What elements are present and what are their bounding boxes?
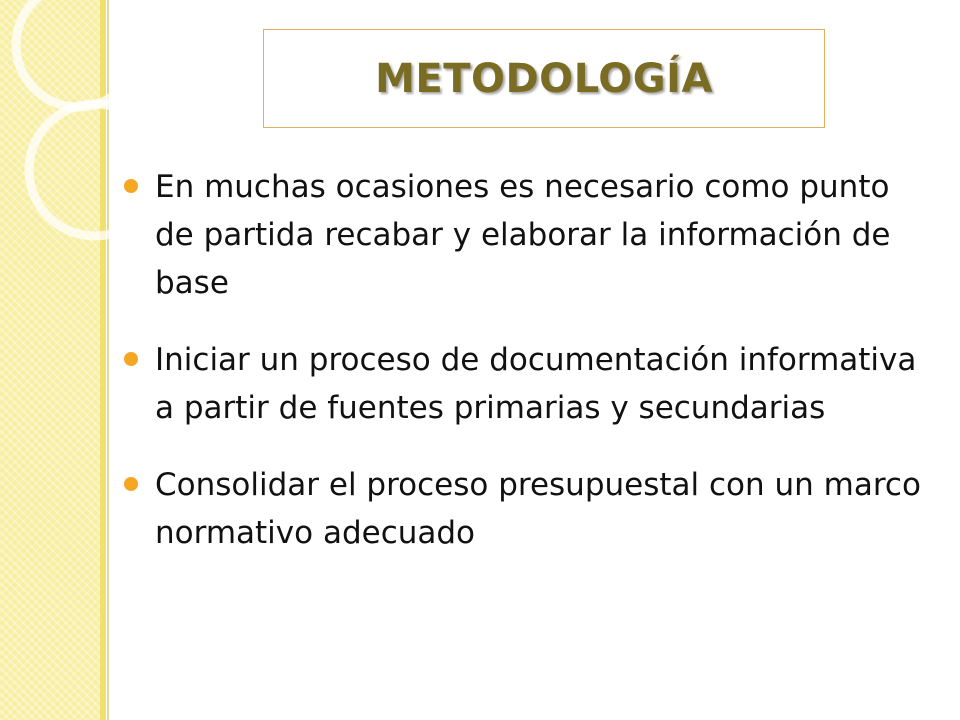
bullet-dot-icon [124, 477, 138, 491]
title-box [263, 29, 825, 128]
bullet-list [124, 163, 924, 557]
bullet-text: Iniciar un proceso de documentación informativa a partir de fuentes primarias y secundarias [155, 342, 917, 426]
bullet-dot-icon [124, 179, 138, 193]
decorative-rings-graphic [0, 0, 110, 260]
bullet-dot-icon [124, 352, 138, 366]
bullet-text: Consolidar el proceso presupuestal con un marco normativo adecuado [155, 467, 921, 551]
bullet-item [124, 461, 924, 557]
bullet-text: En muchas ocasiones es necesario como punto de partida recabar y elaborar la información de base [155, 169, 891, 301]
bullet-item [124, 336, 924, 432]
slide-title: METODOLOGÍA [375, 55, 713, 102]
bullet-item [124, 163, 924, 307]
